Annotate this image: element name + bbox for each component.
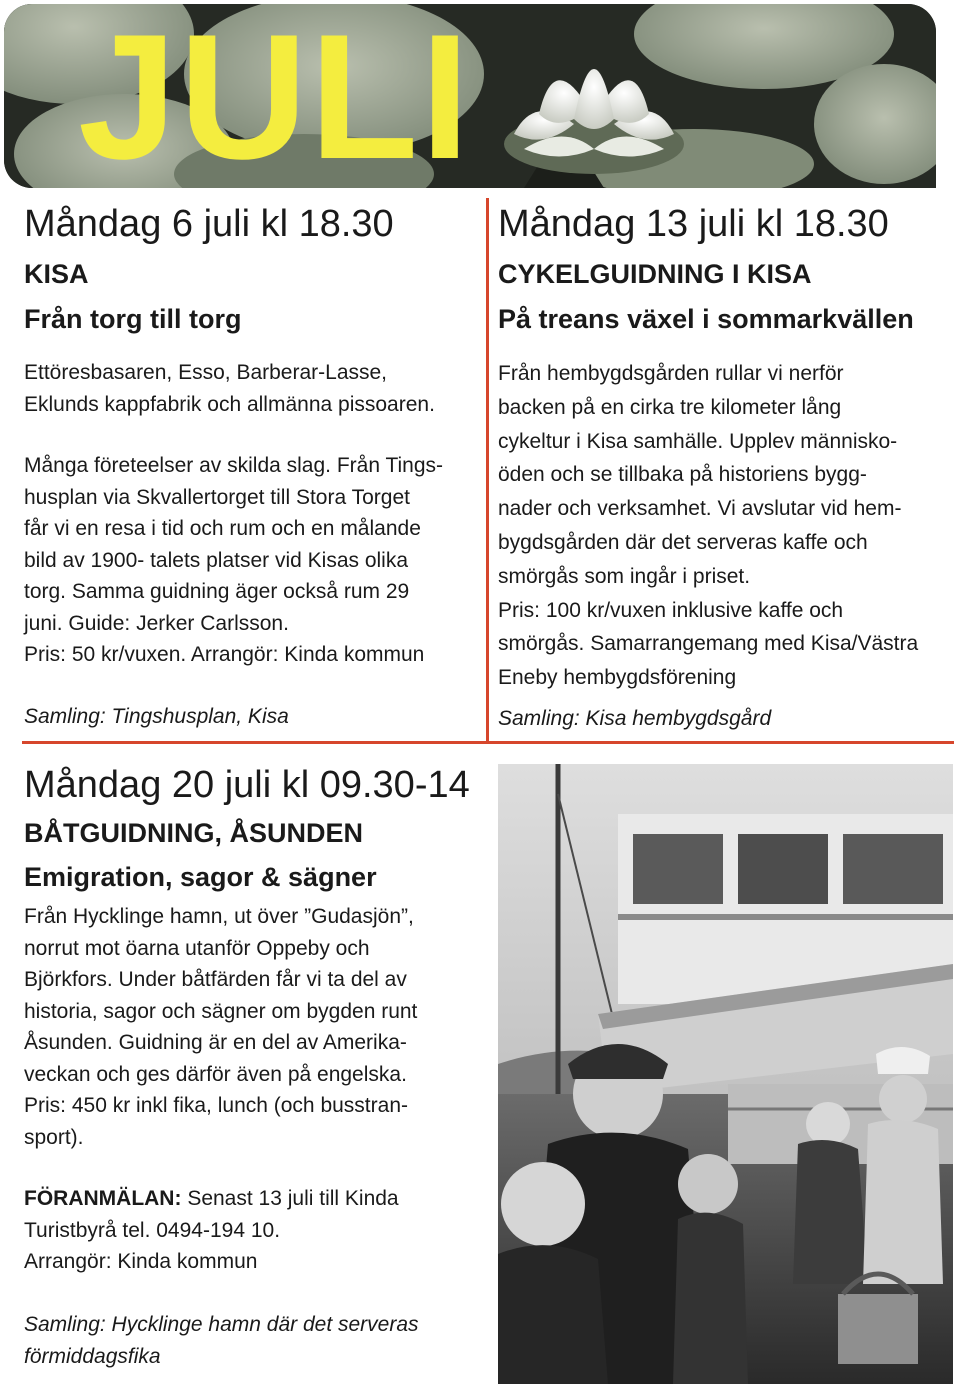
event1-place: KISA xyxy=(24,259,89,289)
event3-preregistration xyxy=(24,1183,492,1278)
event3-title: Emigration, sagor & sägner xyxy=(24,862,377,892)
event3-meeting-line: förmiddagsfika xyxy=(24,1345,161,1368)
prereg-line: Turistbyrå tel. 0494-194 10. xyxy=(24,1218,281,1242)
event2-desc-line: Eneby hembygdsförening xyxy=(498,666,737,690)
boat-photo xyxy=(498,764,953,1384)
column-divider xyxy=(486,198,489,743)
event1-meeting-point: Samling: Tingshusplan, Kisa xyxy=(24,705,289,728)
boat-passengers-photo xyxy=(498,764,953,1384)
event3-desc-line: veckan och ges därför även på engelska. xyxy=(24,1062,407,1086)
event1-intro xyxy=(24,357,484,420)
event2-desc-line: Från hembygdsgården rullar vi nerför xyxy=(498,362,844,385)
month-title: JULI xyxy=(78,0,472,196)
event1-desc-line: husplan via Skvallertorget till Stora Torget xyxy=(24,485,410,509)
event1-title: Från torg till torg xyxy=(24,304,242,334)
event3-meeting-point xyxy=(24,1309,419,1373)
event2-desc-line: öden och se tillbaka på historiens bygg- xyxy=(498,463,867,487)
event2-desc-line: smörgås som ingår i priset. xyxy=(498,564,751,588)
event1-intro-line: Eklunds kappfabrik och allmänna pissoaren. xyxy=(24,392,435,416)
event3-date: Måndag 20 juli kl 09.30-14 xyxy=(24,764,470,806)
event1-desc-line: Många företeelser av skilda slag. Från Tings- xyxy=(24,454,444,477)
event2-meeting-point: Samling: Kisa hembygdsgård xyxy=(498,707,772,730)
event1-desc-line: juni. Guide: Jerker Carlsson. xyxy=(24,611,289,635)
event1-description xyxy=(24,450,484,671)
prereg-label: FÖRANMÄLAN: xyxy=(24,1187,182,1210)
event2-desc-line: backen på en cirka tre kilometer lång xyxy=(498,395,842,419)
event3-desc-line: Björkfors. Under båtfärden får vi ta del av xyxy=(24,968,407,991)
event1-desc-line: bild av 1900- talets platser vid Kisas olika xyxy=(24,548,409,572)
event1-desc-line: Pris: 50 kr/vuxen. Arrangör: Kinda kommun xyxy=(24,643,425,666)
section-divider xyxy=(22,741,954,744)
event3-place: BÅTGUIDNING, ÅSUNDEN xyxy=(24,818,364,848)
event1-date: Måndag 6 juli kl 18.30 xyxy=(24,203,394,245)
event1-desc-line: torg. Samma guidning äger också rum 29 xyxy=(24,580,410,603)
event3-desc-line: sport). xyxy=(24,1125,84,1149)
prereg-line: Arrangör: Kinda kommun xyxy=(24,1250,258,1273)
event2-desc-line: smörgås. Samarrangemang med Kisa/Västra xyxy=(498,632,919,656)
event3-desc-line: norrut mot öarna utanför Oppeby och xyxy=(24,936,370,960)
event2-desc-line: nader och verksamhet. Vi avslutar vid hem- xyxy=(498,497,902,521)
event3-desc-line: Pris: 450 kr inkl fika, lunch (och busstran- xyxy=(24,1094,408,1117)
event3-desc-line: Åsunden. Guidning är en del av Amerika- xyxy=(24,1031,407,1054)
prereg-first-line xyxy=(24,1183,492,1215)
event3-desc-line: Från Hycklinge hamn, ut över ”Gudasjön”, xyxy=(24,905,414,928)
event2-title: På treans växel i sommarkvällen xyxy=(498,304,914,334)
event1-desc-line: får vi en resa i tid och rum och en målande xyxy=(24,517,421,540)
event2-description xyxy=(498,357,956,695)
event2-desc-line: Pris: 100 kr/vuxen inklusive kaffe och xyxy=(498,598,844,622)
event1-intro-line: Ettöresbasaren, Esso, Barberar-Lasse, xyxy=(24,361,388,384)
event2-date: Måndag 13 juli kl 18.30 xyxy=(498,203,889,245)
event2-place: CYKELGUIDNING I KISA xyxy=(498,259,812,289)
event3-meeting-line: Samling: Hycklinge hamn där det serveras xyxy=(24,1313,419,1336)
event3-description xyxy=(24,901,492,1153)
event2-desc-line: cykeltur i Kisa samhälle. Upplev människo- xyxy=(498,429,898,453)
prereg-text: Senast 13 juli till Kinda xyxy=(181,1187,399,1210)
event3-desc-line: historia, sagor och sägner om bygden runt xyxy=(24,999,418,1023)
event2-desc-line: bygdsgården där det serveras kaffe och xyxy=(498,530,868,554)
